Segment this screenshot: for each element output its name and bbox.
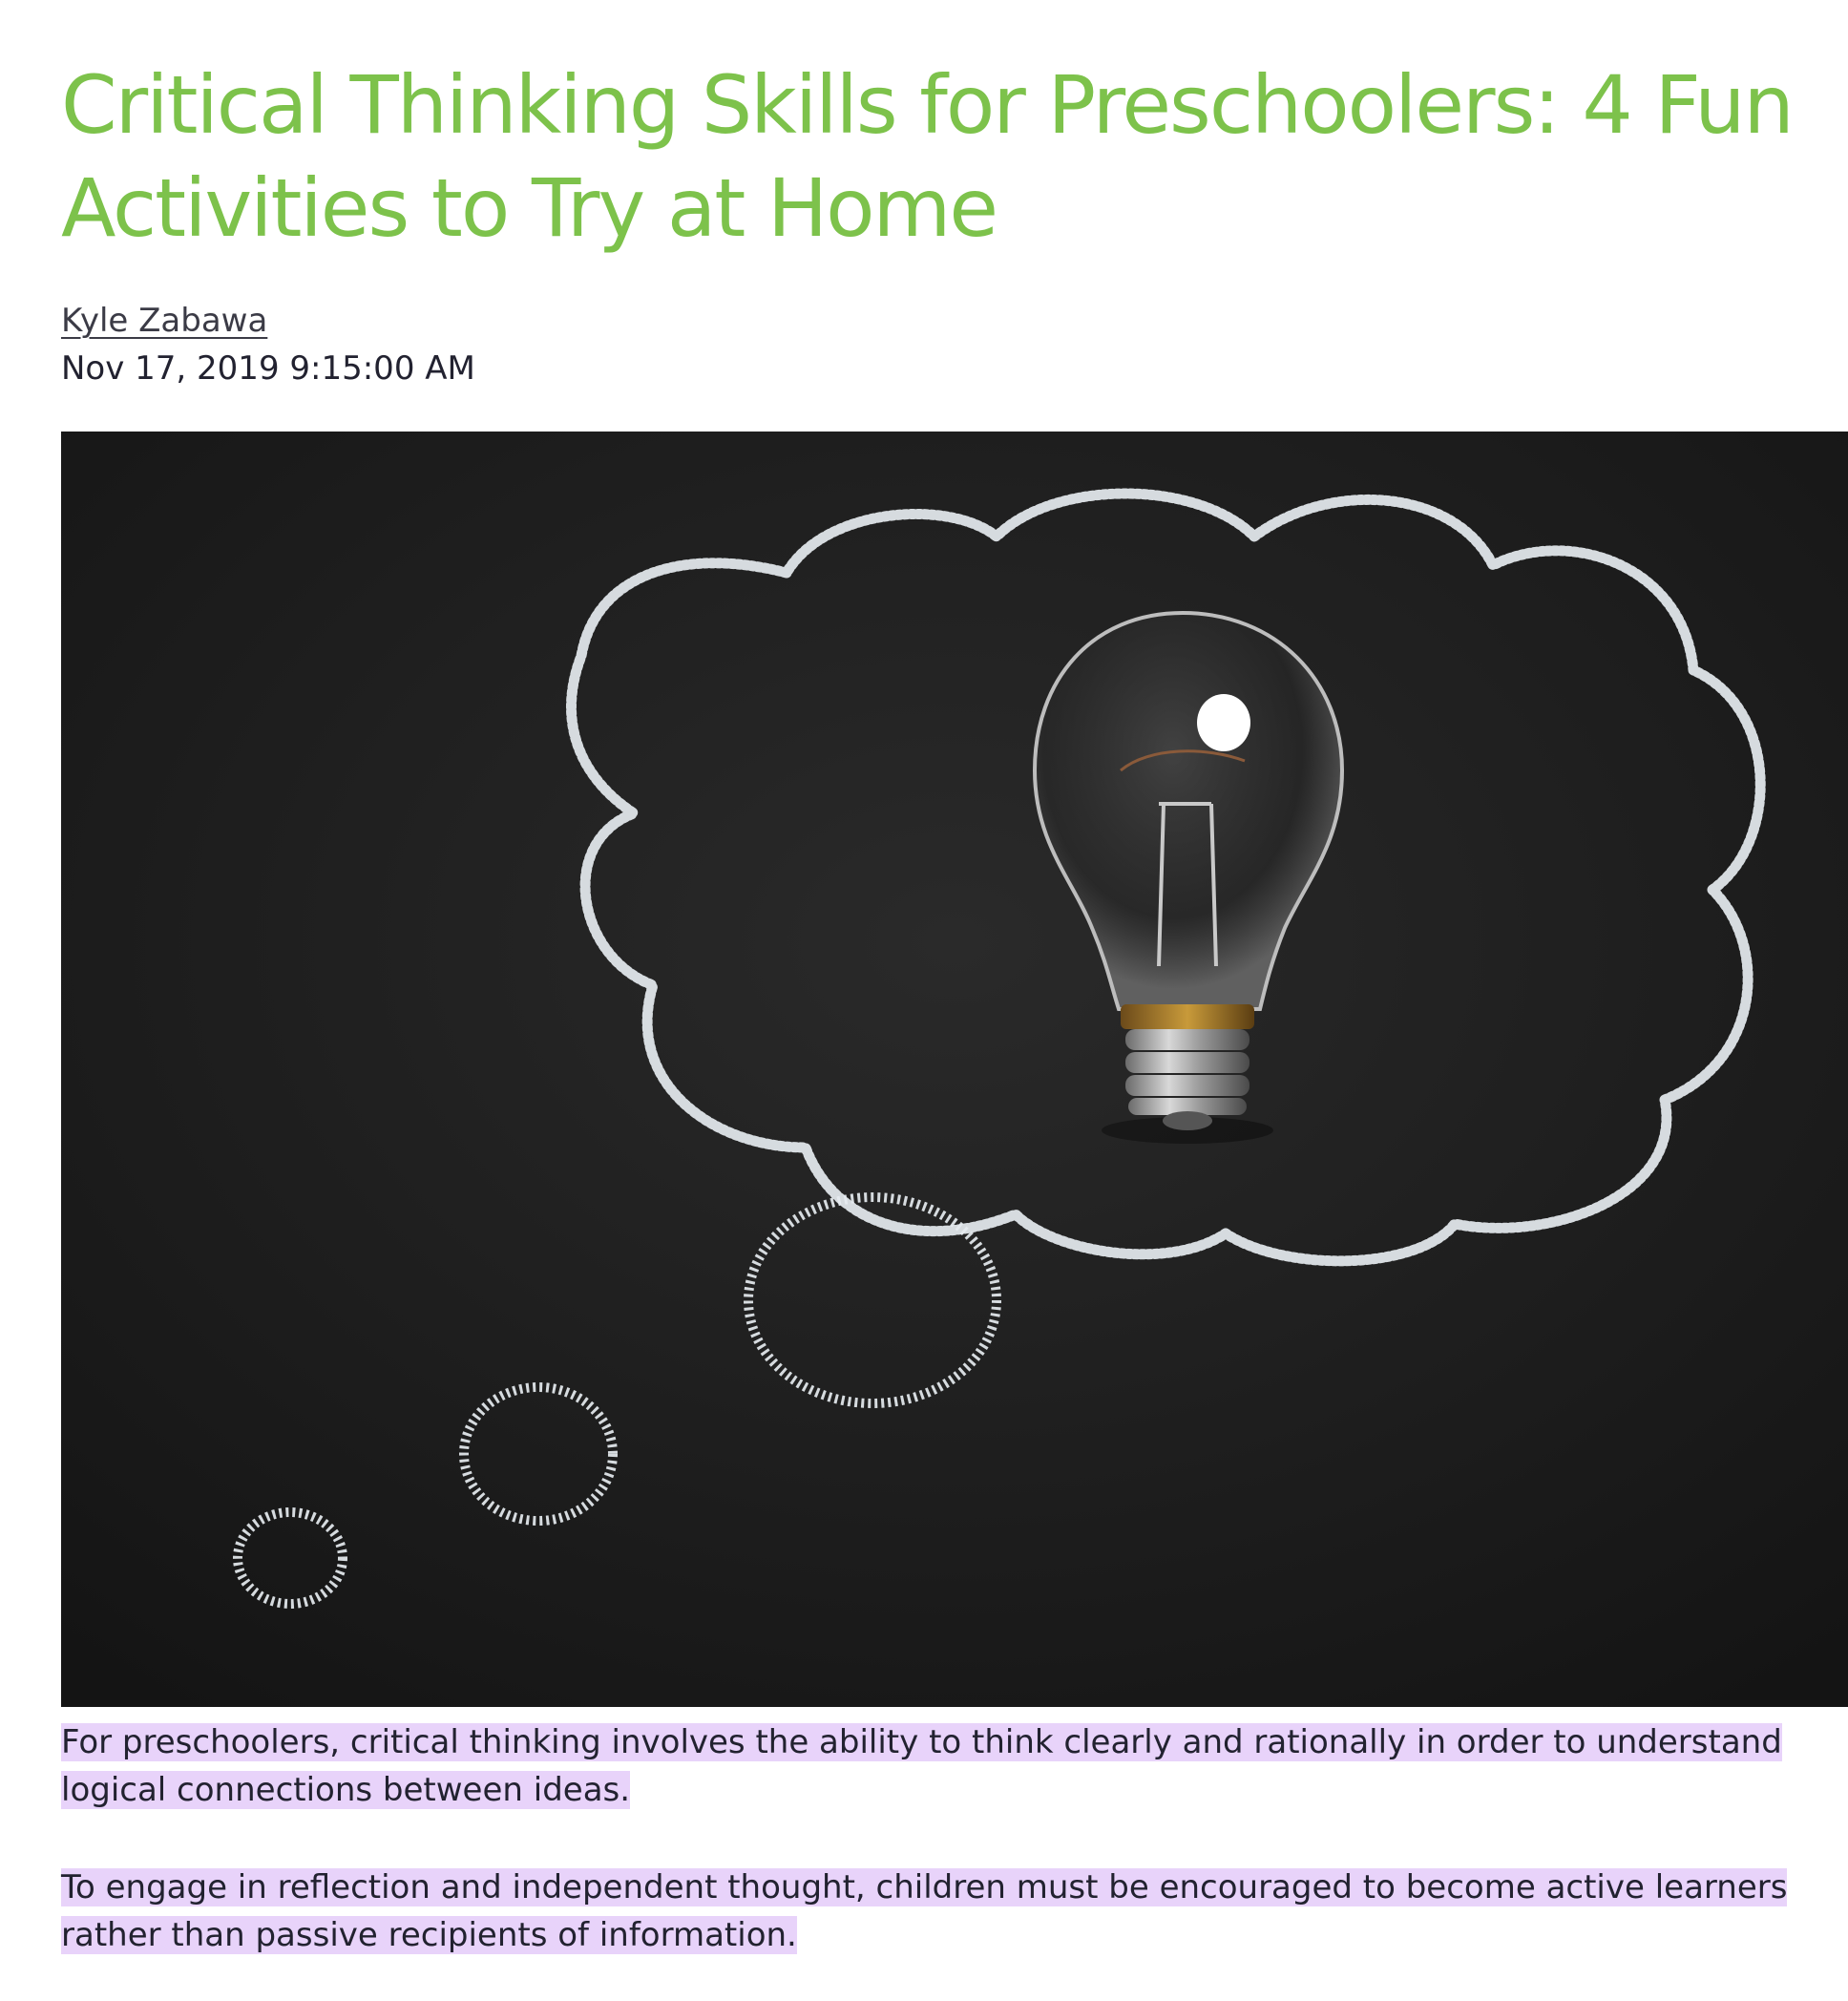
intro-paragraph-text: For preschoolers, critical thinking involves the ability to think clearly and rationally in order to understand logical connections between ideas. <box>61 1723 1782 1809</box>
chalkboard-lightbulb-illustration <box>61 432 1848 1707</box>
article-title: Critical Thinking Skills for Preschoolers: 4 Fun Activities to Try at Home <box>61 58 1793 255</box>
hero-image <box>61 432 1848 1707</box>
author-link[interactable]: Kyle Zabawa <box>61 302 268 340</box>
intro-paragraph <box>61 1718 1848 1814</box>
second-paragraph-text: To engage in reflection and independent thought, children must be encouraged to become active learners rather than passive recipients of information. <box>61 1868 1788 1954</box>
publish-date: Nov 17, 2019 9:15:00 AM <box>61 349 475 388</box>
second-paragraph <box>61 1864 1848 1959</box>
